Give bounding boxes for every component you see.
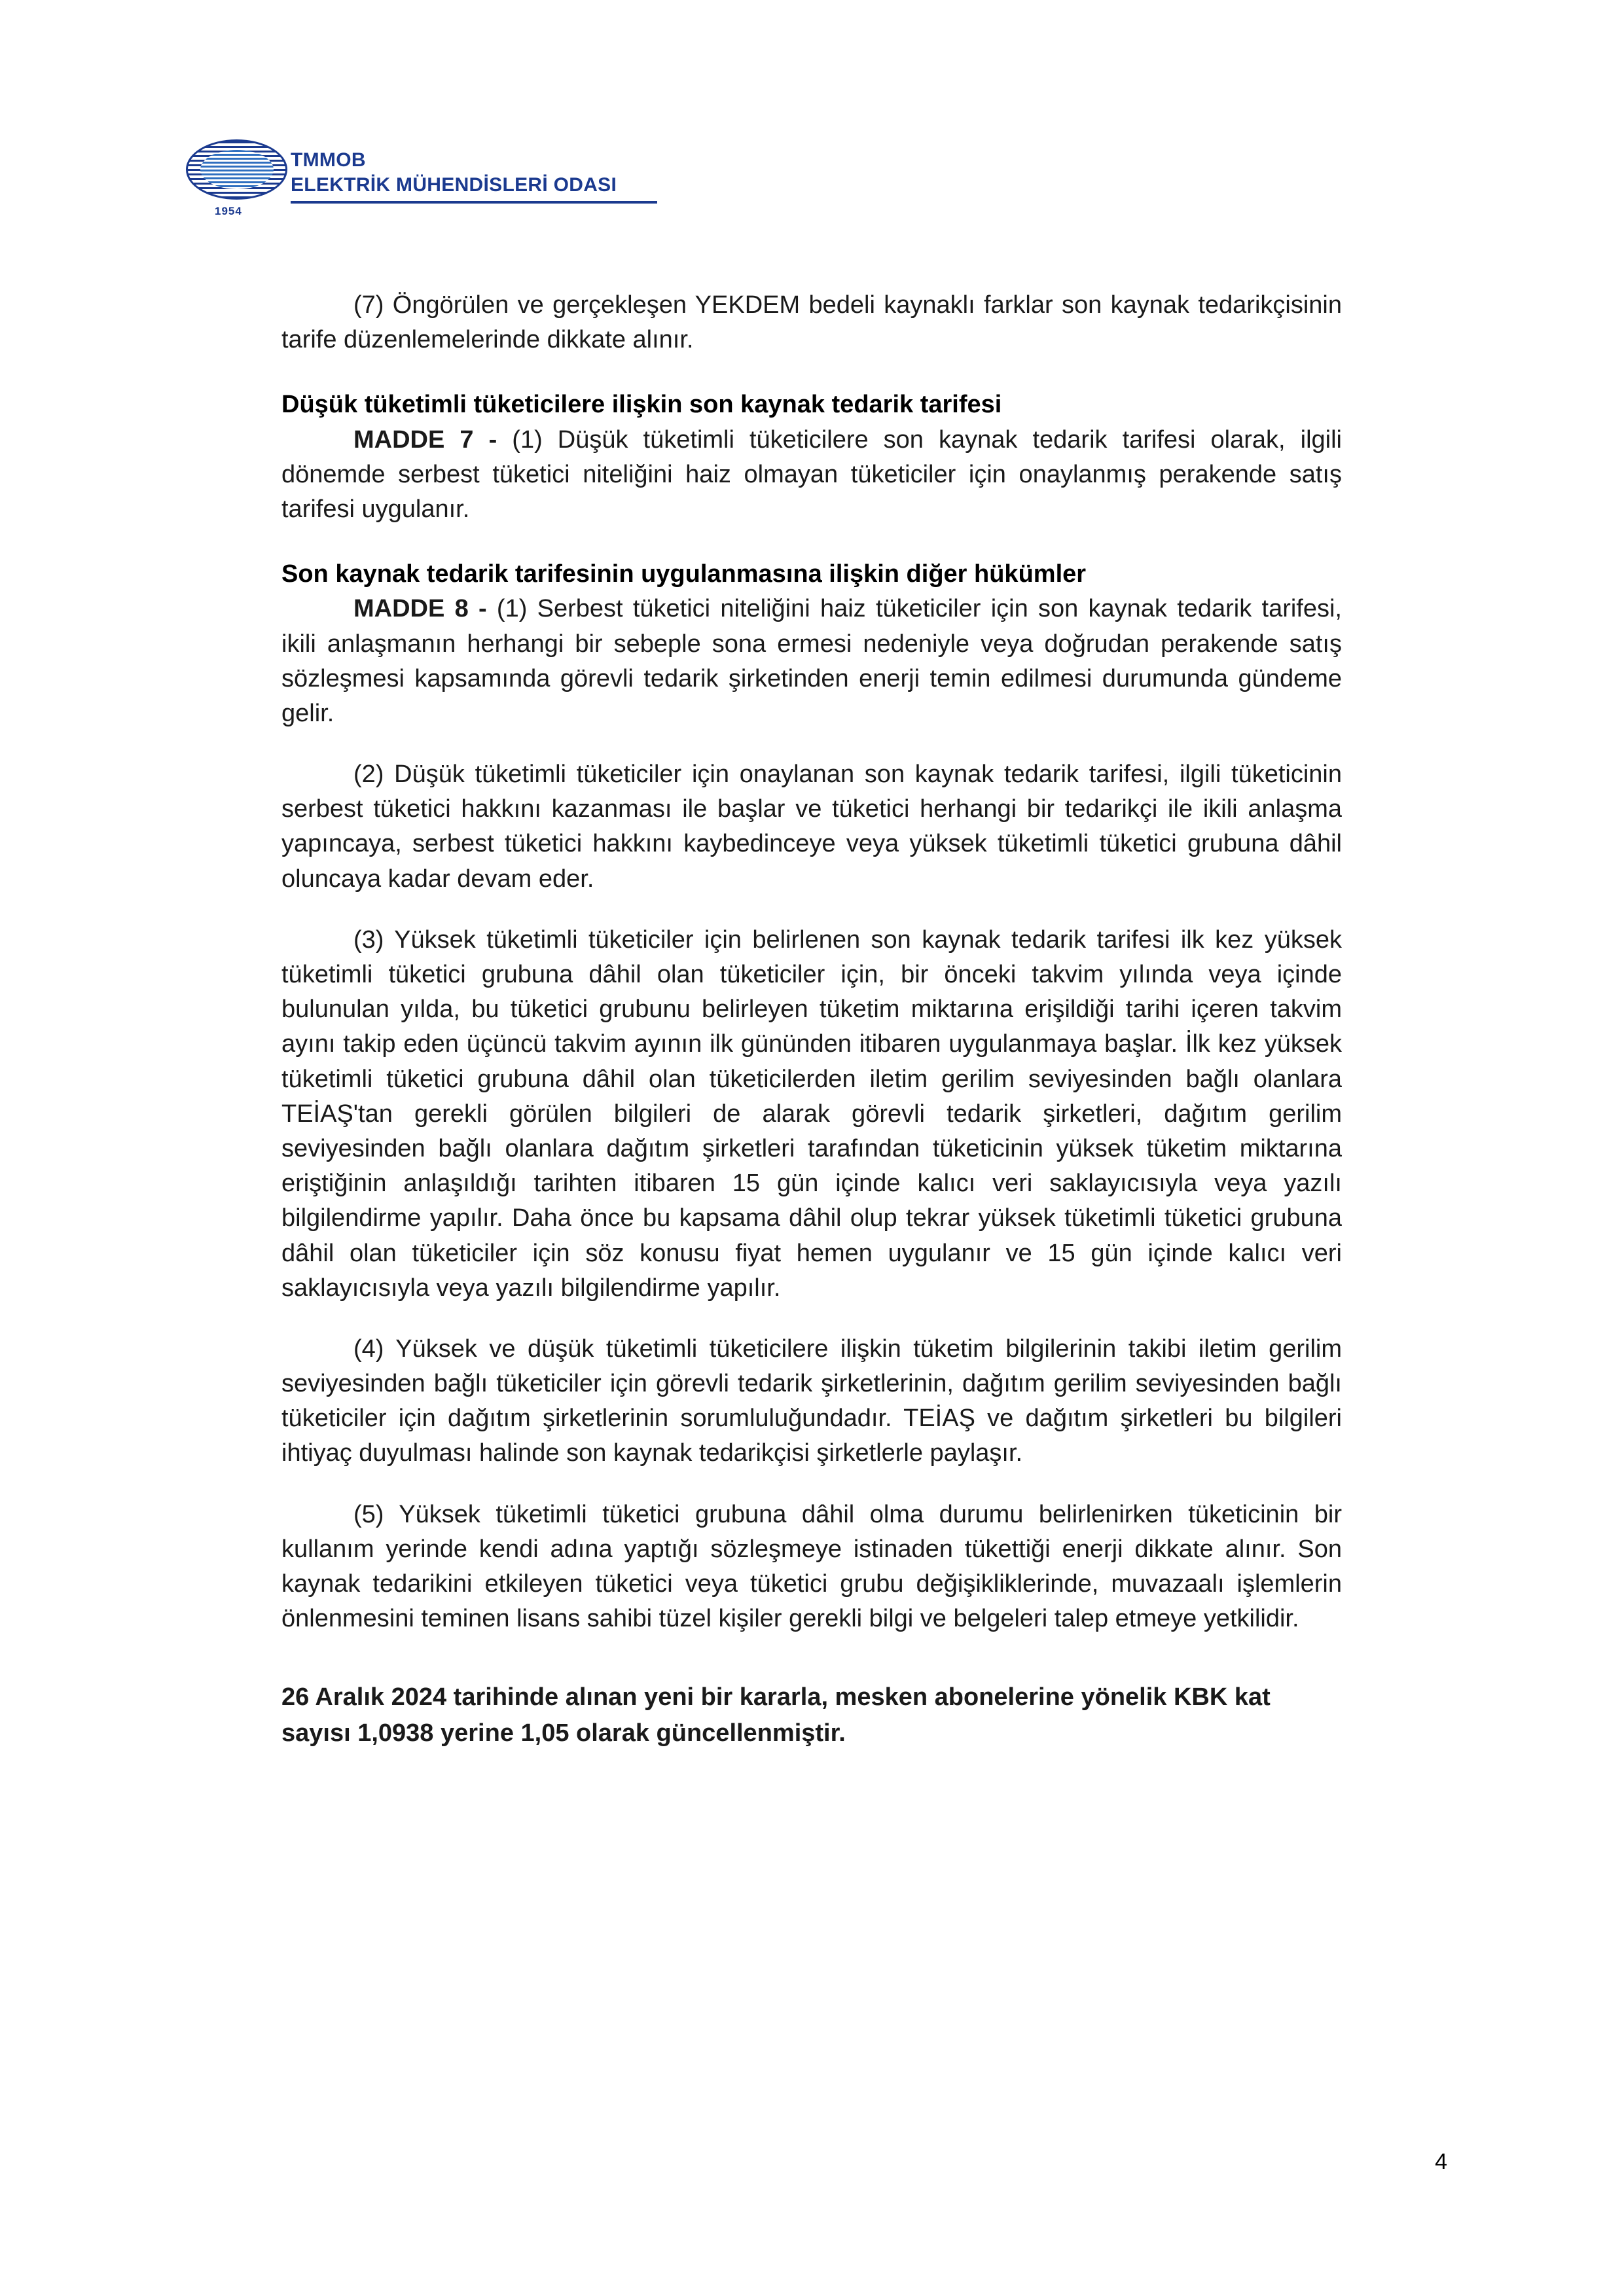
heading-madde-7: Düşük tüketimli tüketicilere ilişkin son kaynak tedarik tarifesi: [281, 391, 1002, 419]
logo-oval-inner: [200, 150, 274, 189]
document-header: [181, 128, 770, 239]
paragraph-2: (2) Düşük tüketimli tüketiciler için onaylanan son kaynak tedarik tarifesi, ilgili tüketicinin serbest tüketici hakkını kazanması ile başlar ve tüketici herhangi bir tedarikçi ile ikili anlaşma yapıncaya, serbest tüketici hakkını kaybedinceye veya yüksek tüketimli tüketici grubuna dâhil oluncaya kadar devam eder.: [281, 761, 1342, 893]
paragraph-5: (5) Yüksek tüketimli tüketici grubuna dâhil olma durumu belirlenirken tüketicinin bir kullanım yerinde kendi adına yaptığı sözleşmeye istinaden tükettiği enerji dikkate alınır. Son kaynak tedarikini etkileyen tüketici veya tüketici grubu değişikliklerinde, muvazaalı işlemlerin önlenmesini teminen lisans sahibi tüzel kişiler gerekli bilgi ve belgeleri talep etmeye yetkilidir.: [281, 1500, 1342, 1633]
logo-year: 1954: [215, 205, 242, 217]
final-note: 26 Aralık 2024 tarihinde alınan yeni bir kararla, mesken abonelerine yönelik KBK kat sayısı 1,0938 yerine 1,05 olarak güncellenmiştir.: [281, 1683, 1271, 1748]
document-body: [281, 288, 1342, 1752]
org-abbreviation: TMMOB: [291, 149, 366, 171]
madde-7-text: (1) Düşük tüketimli tüketicilere son kaynak tedarik tarifesi olarak, ilgili dönemde serbest tüketici niteliğini haiz olmayan tüketiciler için onaylanmış perakende satış tarifesi uygulanır.: [281, 425, 1342, 523]
paragraph-madde-7: [281, 423, 1342, 528]
madde-7-label: MADDE 7 -: [353, 425, 513, 454]
logo-underline: [291, 201, 657, 204]
logo-text-block: [291, 150, 617, 195]
madde-8-text: (1) Serbest tüketici niteliğini haiz tüketiciler için son kaynak tedarik tarifesi, ikili anlaşmanın herhangi bir sebeple sona ermesi nedeniyle veya doğrudan perakende satış sözleşmesi kapsamında görevli tedarik şirketinden enerji temin edilmesi durumunda gündeme gelir.: [281, 595, 1342, 727]
org-name: ELEKTRİK MÜHENDİSLERİ ODASI: [291, 173, 617, 196]
page-number: 4: [1435, 2149, 1447, 2174]
heading-madde-8: Son kaynak tedarik tarifesinin uygulanmasına ilişkin diğer hükümler: [281, 560, 1087, 588]
madde-8-label: MADDE 8 -: [353, 595, 497, 623]
tmmob-logo-icon: [181, 133, 295, 221]
paragraph-7: (7) Öngörülen ve gerçekleşen YEKDEM bedeli kaynaklı farklar son kaynak tedarikçisinin tarife düzenlemelerinde dikkate alınır.: [281, 291, 1342, 354]
paragraph-madde-8: [281, 592, 1342, 731]
paragraph-3: (3) Yüksek tüketimli tüketiciler için belirlenen son kaynak tedarik tarifesi ilk kez yüksek tüketimli tüketici grubuna dâhil olan tüketiciler için, bir önceki takvim yılında veya içinde bulunulan yılda, bu tüketici grubunu belirleyen tüketim miktarına erişildiği tarihi içeren takvim ayını takip eden üçüncü takvim ayının ilk gününden itibaren uygulanmaya başlar. İlk kez yüksek tüketimli tüketici grubuna dâhil olan tüketicilerden iletim gerilim seviyesinden bağlı olanlara TEİAŞ'tan gerekli görülen bilgileri de alarak görevli tedarik şirketleri, dağıtım gerilim seviyesinden bağlı olanlara dağıtım şirketleri tarafından tüketicinin yüksek tüketim miktarına eriştiğinin anlaşıldığı tarihten itibaren 15 gün içinde kalıcı veri saklayıcısıyla veya yazılı bilgilendirme yapılır. Daha önce bu kapsama dâhil olup tekrar yüksek tüketimli tüketici grubuna dâhil olan tüketiciler için söz konusu fiyat hemen uygulanır ve 15 gün içinde kalıcı veri saklayıcısıyla veya yazılı bilgilendirme yapılır.: [281, 925, 1342, 1302]
paragraph-4: (4) Yüksek ve düşük tüketimli tüketicilere ilişkin tüketim bilgilerinin takibi iletim gerilim seviyesinden bağlı tüketiciler için görevli tedarik şirketlerinin, dağıtım gerilim seviyesinden bağlı tüketiciler için dağıtım şirketlerinin sorumluluğundadır. TEİAŞ ve dağıtım şirketleri bu bilgileri ihtiyaç duyulması halinde son kaynak tedarikçisi şirketlerle paylaşır.: [281, 1335, 1342, 1467]
